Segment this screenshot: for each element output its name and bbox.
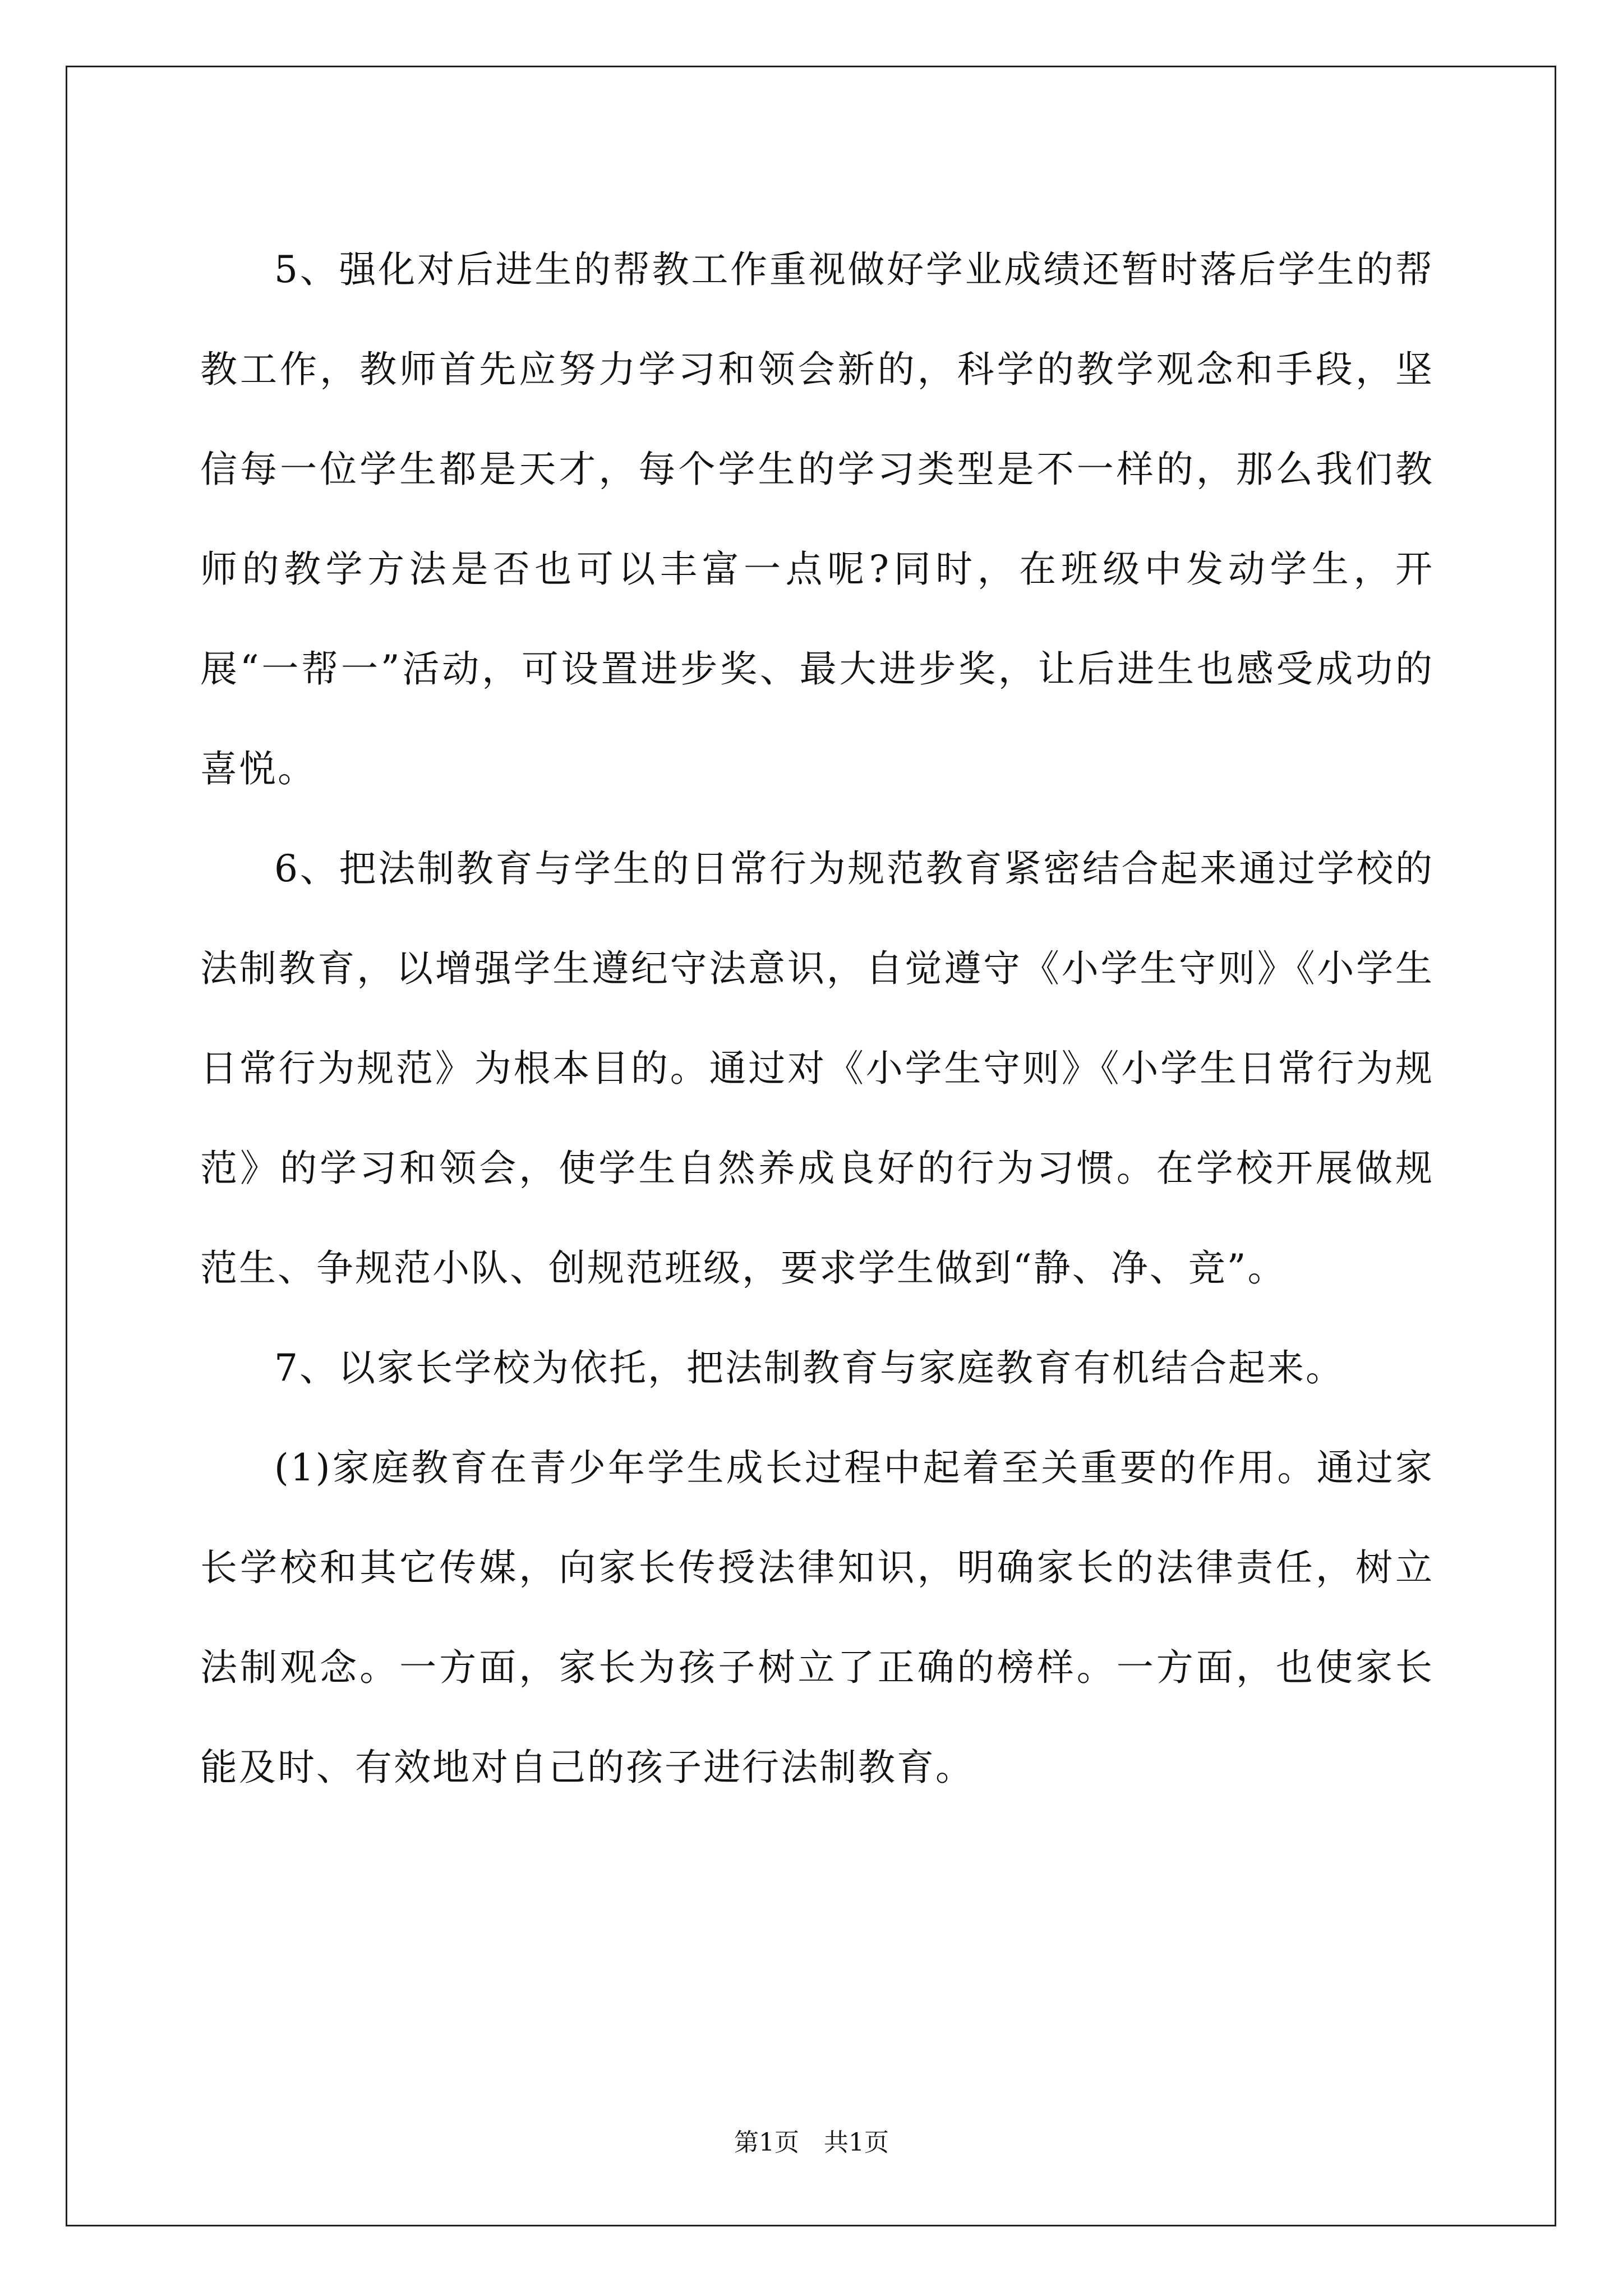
paragraph-5: 5、强化对后进生的帮教工作重视做好学业成绩还暂时落后学生的帮教工作，教师首先应努力学习和领会新的，科学的教学观念和手段，坚信每一位学生都是天才，每个学生的学习类型是不一样的，那么我们教师的教学方法是否也可以丰富一点呢?同时，在班级中发动学生，开展“一帮一”活动，可设置进步奖、最大进步奖，让后进生也感受成功的喜悦。	[200, 248, 1434, 790]
paragraph-6: 6、把法制教育与学生的日常行为规范教育紧密结合起来通过学校的法制教育，以增强学生遵纪守法意识，自觉遵守《小学生守则》《小学生日常行为规范》为根本目的。通过对《小学生守则》《小学生日常行为规范》的学习和领会，使学生自然养成良好的行为习惯。在学校开展做规范生、争规范小队、创规范班级，要求学生做到“静、净、竞”。	[200, 847, 1434, 1290]
paragraph-7: 7、以家长学校为依托，把法制教育与家庭教育有机结合起来。	[274, 1346, 1344, 1389]
page-footer	[0, 2126, 1623, 2160]
document-body	[200, 220, 1434, 1818]
page-number-total: 共1页	[824, 2128, 889, 2157]
page-number-current: 第1页	[734, 2128, 799, 2157]
paragraph-7-1: (1)家庭教育在青少年学生成长过程中起着至关重要的作用。通过家长学校和其它传媒，向家长传授法律知识，明确家长的法律责任，树立法制观念。一方面，家长为孩子树立了正确的榜样。一方面，也使家长能及时、有效地对自己的孩子进行法制教育。	[200, 1446, 1434, 1789]
